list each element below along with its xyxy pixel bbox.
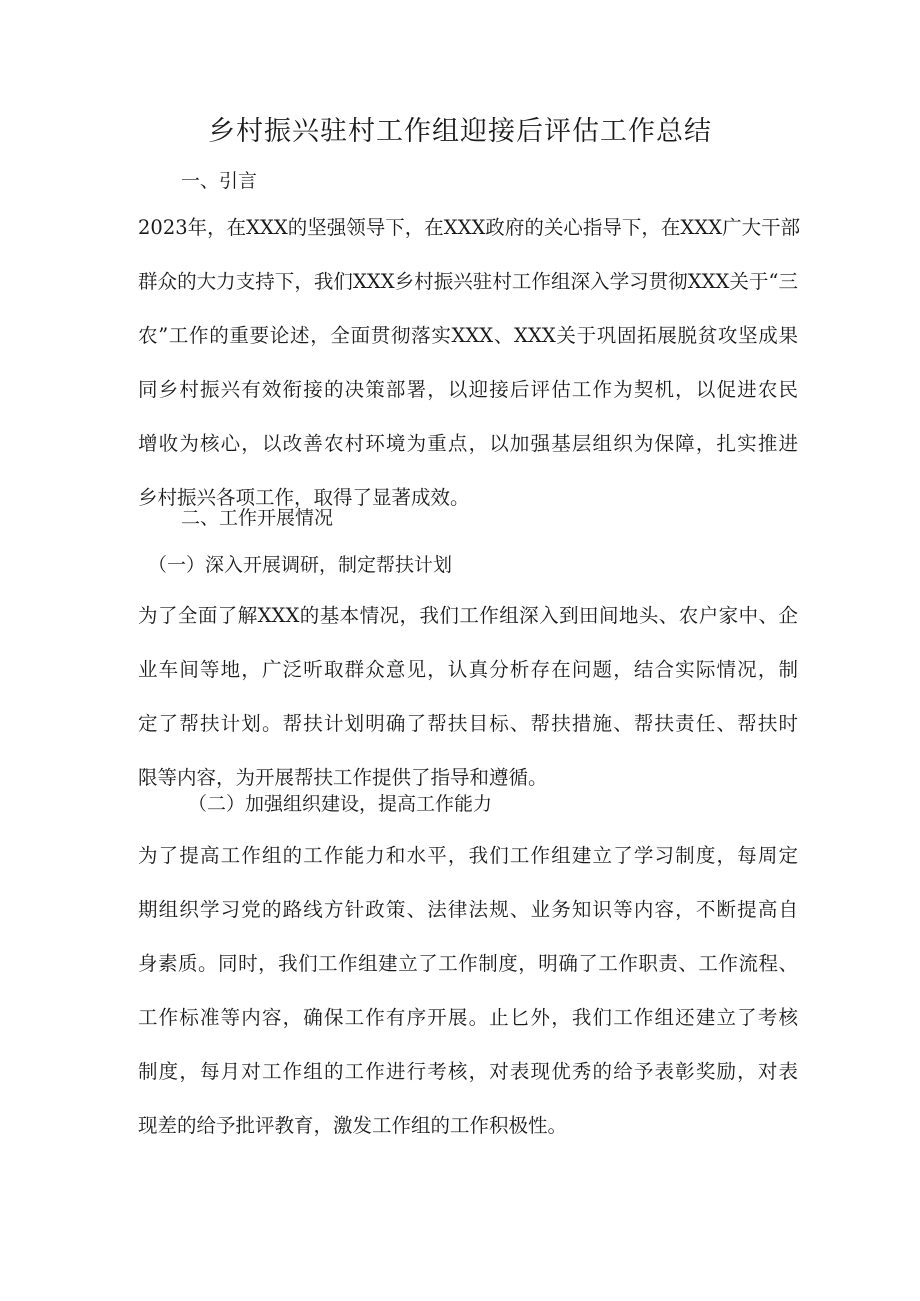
paragraph-line: 定了帮扶计划。帮扶计划明确了帮扶目标、帮扶措施、帮扶责任、帮扶时 [138, 712, 798, 735]
subsection-heading-organization: （二）加强组织建设，提高工作能力 [188, 793, 493, 815]
paragraph-line: 为了提高工作组的工作能力和水平，我们工作组建立了学习制度，每周定 [138, 844, 798, 867]
paragraph-line: 为了全面了解XXX的基本情况，我们工作组深入到田间地头、农户家中、企 [138, 604, 798, 627]
paragraph-line: 现差的给予批评教育，激发工作组的工作积极性。 [138, 1114, 568, 1137]
section-heading-work-progress: 二、工作开展情况 [181, 507, 334, 529]
paragraph-research [138, 589, 798, 805]
paragraph-line: 限等内容，为开展帮扶工作提供了指导和遵循。 [138, 766, 548, 789]
paragraph-line: 同乡村振兴有效衔接的决策部署，以迎接后评估工作为契机，以促进农民 [138, 378, 798, 401]
paragraph-line: 2023年，在XXX的坚强领导下，在XXX政府的关心指导下，在XXX广大干部 [138, 216, 801, 239]
paragraph-line: 业车间等地，广泛听取群众意见，认真分析存在问题，结合实际情况，制 [138, 658, 798, 681]
paragraph-line: 制度，每月对工作组的工作进行考核，对表现优秀的给予表彰奖励，对表 [138, 1060, 798, 1083]
paragraph-organization [138, 829, 798, 1153]
paragraph-line: 增收为核心，以改善农村环境为重点，以加强基层组织为保障，扎实推进 [138, 432, 798, 455]
paragraph-line: 乡村振兴各项工作，取得了显著成效。 [138, 486, 470, 509]
paragraph-line: 期组织学习党的路线方针政策、法律法规、业务知识等内容，不断提高自 [138, 898, 798, 921]
paragraph-introduction [138, 201, 801, 525]
section-heading-introduction: 一、引言 [181, 170, 258, 192]
paragraph-line: 身素质。同时，我们工作组建立了工作制度，明确了工作职责、工作流程、 [138, 952, 798, 975]
document-title: 乡村振兴驻村工作组迎接后评估工作总结 [208, 116, 712, 147]
paragraph-line: 群众的大力支持下，我们XXX乡村振兴驻村工作组深入学习贯彻XXX关于“三 [138, 270, 798, 293]
paragraph-line: 农”工作的重要论述，全面贯彻落实XXX、XXX关于巩固拓展脱贫攻坚成果 [138, 324, 798, 347]
paragraph-line: 工作标准等内容，确保工作有序开展。止匕外，我们工作组还建立了考核 [138, 1006, 798, 1029]
subsection-heading-research: （一）深入开展调研，制定帮扶计划 [148, 554, 453, 576]
